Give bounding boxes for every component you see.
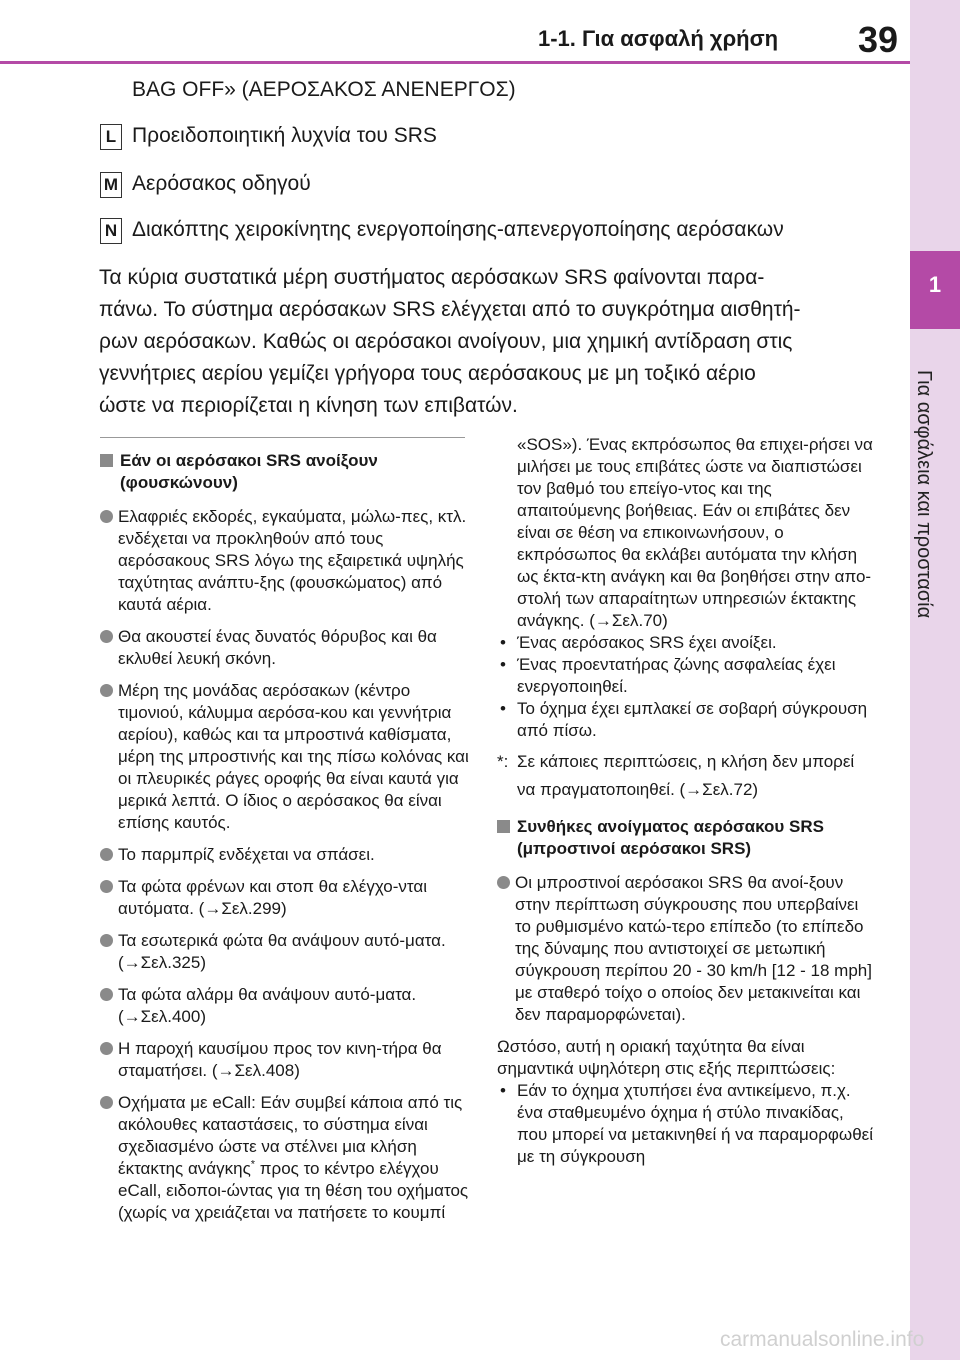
round-bullet-icon (100, 510, 113, 523)
square-bullet-icon (100, 454, 113, 467)
round-bullet-icon (497, 876, 510, 889)
right-column (497, 430, 877, 1168)
round-bullet-icon (100, 848, 113, 861)
page-number: 39 (858, 19, 899, 60)
side-tab-number: 1 (928, 272, 942, 297)
round-bullet-icon (100, 934, 113, 947)
paragraph-line: Τα κύρια συστατικά μέρη συστήματος αερόσακων SRS φαίνονται παρα- (99, 266, 765, 289)
paragraph-line: ρων αερόσακων. Καθώς οι αερόσακοι ανοίγουν, μια χημική αντίδραση στις (99, 330, 793, 353)
legend-text: Προειδοποιητική λυχνία του SRS (132, 124, 437, 147)
list-item: Οι μπροστινοί αερόσακοι SRS θα ανοί-ξουν στην περίπτωση σύγκρουσης που υπερβαίνει το ρυθμισμένο κατώ-τερο επίπεδο (το επίπεδο της δύναμης που αντιστοιχεί σε μετωπική σύγκρουση περίπου 20 - 30 km/h [12 - 18 mph] με σταθερό τοίχο ο οποίος δεν μετακινείται και δεν παραμορφώνεται). (497, 872, 877, 1026)
legend-text: Αερόσακος οδηγού (132, 172, 311, 195)
bullet-item: • Το όχημα έχει εμπλακεί σε σοβαρή σύγκρουση από πίσω. (497, 698, 877, 742)
list-item: Ελαφριές εκδορές, εγκαύματα, μώλω-πες, κτλ. ενδέχεται να προκληθούν από τους αερόσακους SRS λόγω της εξαιρετικά υψηλής ταχύτητας ανάπτυ-ξης (φουσκώματος) από καυτά αέρια. (100, 506, 475, 616)
paragraph-line: γεννήτριες αερίου γεμίζει γρήγορα τους αερόσακους με μη τοξικό αέριο (99, 362, 756, 385)
section-heading: Συνθήκες ανοίγματος αερόσακου SRS (μπροστινοί αερόσακοι SRS) (497, 816, 877, 860)
footnote-text: Σε κάποιες περιπτώσεις, η κλήση δεν μπορεί να πραγματοποιηθεί. (→Σελ.72) (517, 752, 855, 799)
bullet-item: • Ένας αερόσακος SRS έχει ανοίξει. (497, 632, 877, 654)
section-divider (100, 437, 465, 438)
intro-paragraph (99, 262, 889, 422)
paragraph-line: ώστε να περιορίζεται η κίνηση των επιβατών. (99, 394, 518, 417)
list-item: Τα εσωτερικά φώτα θα ανάψουν αυτό-ματα. (→Σελ.325) (100, 930, 475, 974)
round-bullet-icon (100, 684, 113, 697)
bullet-item: • Ένας προεντατήρας ζώνης ασφαλείας έχει ενεργοποιηθεί. (497, 654, 877, 698)
round-bullet-icon (100, 630, 113, 643)
list-item: Τα φώτα αλάρμ θα ανάψουν αυτό-ματα. (→Σελ.400) (100, 984, 475, 1028)
list-item: Η παροχή καυσίμου προς τον κινη-τήρα θα σταματήσει. (→Σελ.408) (100, 1038, 475, 1082)
left-column (100, 430, 475, 1234)
body-text: Ωστόσο, αυτή η οριακή ταχύτητα θα είναι σημαντικά υψηλότερη στις εξής περιπτώσεις: (497, 1037, 836, 1078)
round-bullet-icon (100, 1096, 113, 1109)
continued-text: BAG OFF» (ΑΕΡΟΣΑΚΟΣ ΑΝΕΝΕΡΓΟΣ) (132, 78, 516, 101)
footnote-marker: *: (497, 752, 509, 771)
footnote (497, 748, 877, 804)
square-bullet-icon (497, 820, 510, 833)
header-rule (0, 61, 912, 64)
section-title: 1-1. Για ασφαλή χρήση (538, 26, 779, 51)
legend-key: N (100, 218, 122, 244)
list-item: Θα ακουστεί ένας δυνατός θόρυβος και θα εκλυθεί λευκή σκόνη. (100, 626, 475, 670)
continued-text: «SOS»). Ένας εκπρόσωπος θα επιχει-ρήσει να μιλήσει με τους επιβάτες ώστε να διαπιστώσει τον βαθμό του επείγο-ντος και της απαιτούμενης βοήθειας. Εάν οι επιβάτες δεν είναι σε θέση να επικοινωνήσουν, ο εκπρόσωπος θα εκλάβει αυτόματα την κλήση ως έκτα-κτη ανάγκη και θα βοηθήσει στην απο-στολή των απαραίτητων υπηρεσιών έκτακτης ανάγκης. (→Σελ.70) (517, 435, 873, 630)
legend-text: Διακόπτης χειροκίνητης ενεργοποίησης-απενεργοποίησης αερόσακων (132, 218, 784, 241)
list-item: Οχήματα με eCall: Εάν συμβεί κάποια από τις ακόλουθες καταστάσεις, το σύστημα είναι σχεδιασμένο ώστε να στέλνει μια κλήση έκτακτης ανάγκης* προς το κέντρο ελέγχου eCall, ειδοποι-ώντας για τη θέση του οχήματος (χωρίς να χρειάζεται να πατήσετε το κουμπί (100, 1092, 475, 1224)
list-item: Μέρη της μονάδας αερόσακων (κέντρο τιμονιού, κάλυμμα αερόσα-κου και γεννήτρια αερίου), καθώς και τα μπροστινά καθίσματα, μέρη της μπροστινής και της πίσω κολόνας και οι πλευρικές ράγες οροφής θα είναι καυτά για μερικά λεπτά. Ο ίδιος ο αερόσακος θα είναι επίσης καυτός. (100, 680, 475, 834)
watermark: carmanualsonline.info (720, 1328, 925, 1351)
legend-key: L (100, 124, 122, 150)
list-item: Το παρμπρίζ ενδέχεται να σπάσει. (100, 844, 475, 866)
bullet-item: • Εάν το όχημα χτυπήσει ένα αντικείμενο, π.χ. ένα σταθμευμένο όχημα ή στύλο πινακίδας, που μπορεί να μετακινηθεί ή να παραμορφωθεί με τη σύγκρουση (497, 1080, 877, 1168)
round-bullet-icon (100, 1042, 113, 1055)
section-heading: Εάν οι αερόσακοι SRS ανοίξουν (φουσκώνουν) (100, 450, 475, 494)
round-bullet-icon (100, 880, 113, 893)
legend-key: M (100, 172, 122, 198)
footnote-mark: * (250, 1158, 256, 1171)
list-item: Τα φώτα φρένων και στοπ θα ελέγχο-νται αυτόματα. (→Σελ.299) (100, 876, 475, 920)
side-tab-strip (910, 0, 960, 1360)
paragraph-line: πάνω. Το σύστημα αερόσακων SRS ελέγχεται από το συγκρότημα αισθητή- (99, 298, 801, 321)
round-bullet-icon (100, 988, 113, 1001)
side-tab-label: Για ασφάλεια και προστασία (913, 370, 935, 619)
